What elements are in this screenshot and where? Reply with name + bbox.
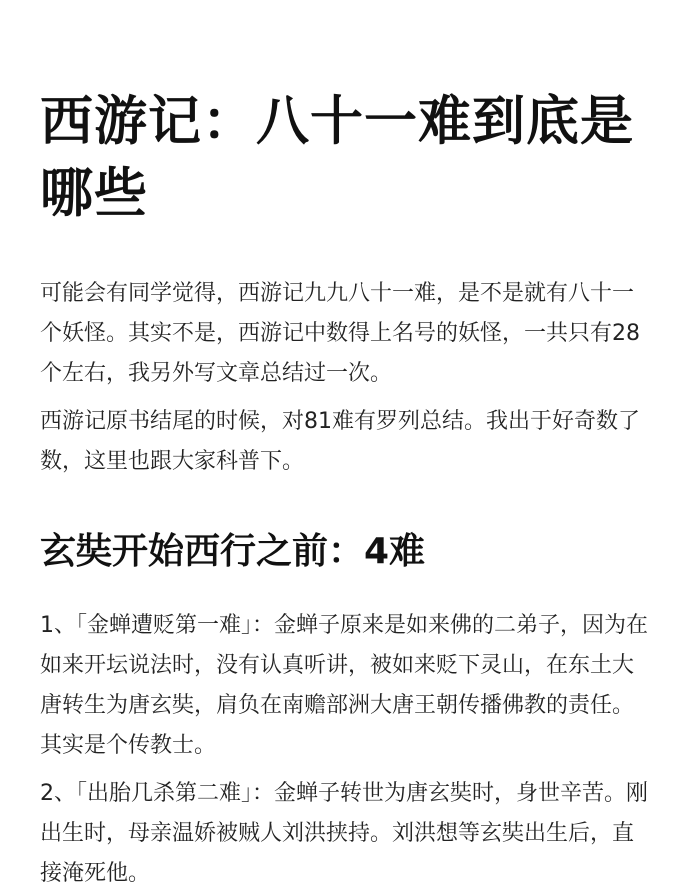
article-title: 西游记：八十一难到底是哪些 — [40, 91, 634, 224]
article — [40, 86, 652, 894]
section-heading: 玄奘开始西行之前：4难 — [40, 531, 426, 572]
list-item-2: 2、「出胎几杀第二难」：金蝉子转世为唐玄奘时，身世辛苦。刚出生时，母亲温娇被贼人刘洪挟持。刘洪想等玄奘出生后，直接淹死他。 — [40, 781, 648, 886]
intro-paragraph-2: 西游记原书结尾的时候，对81难有罗列总结。我出于好奇数了数，这里也跟大家科普下。 — [40, 409, 640, 474]
list-item-1: 1、「金蝉遭贬第一难」：金蝉子原来是如来佛的二弟子，因为在如来开坛说法时，没有认真听讲，被如来贬下灵山，在东土大唐转生为唐玄奘，肩负在南赡部洲大唐王朝传播佛教的责任。其实是个传教士。 — [40, 613, 648, 758]
intro-paragraph-1: 可能会有同学觉得，西游记九九八十一难，是不是就有八十一个妖怪。其实不是，西游记中数得上名号的妖怪，一共只有28个左右，我另外写文章总结过一次。 — [40, 281, 640, 386]
